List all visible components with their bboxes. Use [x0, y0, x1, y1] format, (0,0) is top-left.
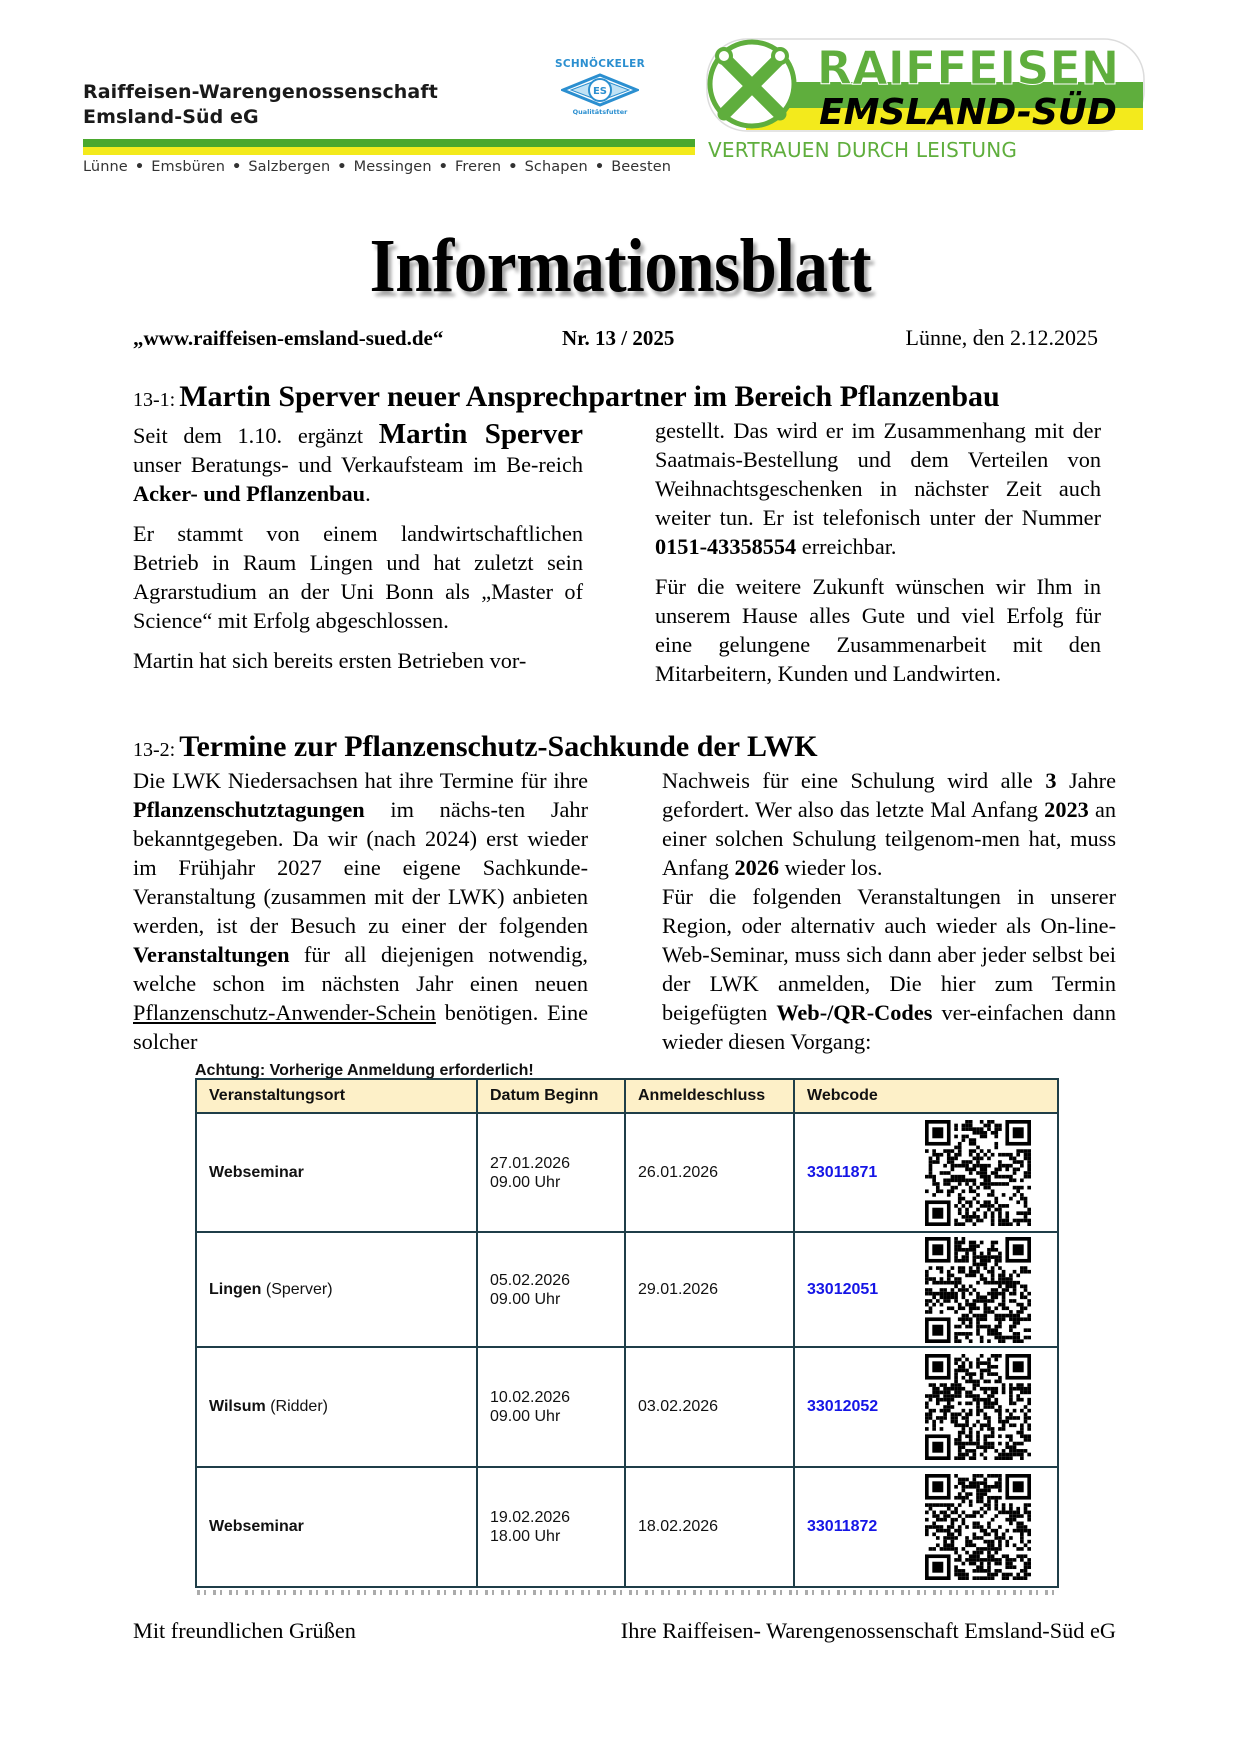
cell-location — [196, 1232, 477, 1347]
bullet-separator: • — [594, 159, 605, 175]
document-title: Informationsblatt — [369, 224, 872, 308]
section-heading — [133, 730, 818, 764]
text: erreichbar. — [796, 534, 897, 559]
bullet-separator: • — [134, 159, 145, 175]
issue-number: Nr. 13 / 2025 — [562, 326, 675, 350]
cell-deadline: 29.01.2026 — [625, 1232, 794, 1347]
events-table — [195, 1078, 1059, 1588]
bullet-separator: • — [508, 159, 518, 175]
section-title: Termine zur Pflanzenschutz-Sachkunde der LWK — [179, 730, 818, 763]
cell-date — [477, 1347, 625, 1467]
section-title: Martin Sperver neuer Ansprechpartner im Bereich Pflanzenbau — [179, 380, 1000, 413]
table-header-row — [196, 1079, 1058, 1113]
cropped-text-line — [197, 1590, 1057, 1595]
section-1-left-column — [133, 420, 583, 675]
slogan: VERTRAUEN DURCH LEISTUNG — [708, 138, 1018, 162]
table-row — [196, 1113, 1058, 1232]
start-date: 27.01.2026 — [490, 1154, 571, 1172]
start-date: 10.02.2026 — [490, 1389, 571, 1406]
emblem-letters: ES — [592, 86, 608, 97]
location: Emsbüren — [151, 159, 225, 175]
table-row — [196, 1347, 1058, 1467]
paragraph: Für die weitere Zukunft wünschen wir Ihm in unserem Hause alles Gute und viel Erfolg für eine gelungene Zusammenarbeit mit den Mitarbeitern, Kunden und Landwirten. — [655, 574, 1101, 686]
webcode-link[interactable]: 33012052 — [807, 1398, 879, 1415]
qr-code-icon[interactable] — [925, 1474, 1031, 1580]
webcode-link[interactable]: 33012051 — [807, 1280, 879, 1298]
cell-deadline: 26.01.2026 — [625, 1113, 794, 1232]
start-date: 05.02.2026 — [490, 1271, 571, 1289]
logo-emsland-sued-text: EMSLAND-SÜD — [819, 92, 1117, 132]
paragraph — [133, 420, 583, 508]
location: Beesten — [611, 159, 672, 175]
cell-webcode — [794, 1113, 1058, 1232]
qr-code-icon[interactable] — [925, 1237, 1031, 1343]
qr-code-icon[interactable] — [925, 1354, 1031, 1460]
text: gestellt. Das wird er im Zusammenhang mit der Saatmais-Bestellung und dem Verteilen von Weihnachtsgeschenken in nächster Zeit auch weiter tun. Er ist telefonisch unter der Nummer — [655, 418, 1101, 530]
paragraph — [662, 766, 1116, 882]
paragraph: Martin hat sich bereits ersten Betrieben vor- — [133, 648, 527, 673]
cell-location — [196, 1113, 477, 1232]
text: ver-einfachen dann wieder diesen Vorgang: — [662, 1000, 1116, 1054]
bold-text: 2023 — [1044, 797, 1089, 822]
start-time: 18.00 Uhr — [490, 1528, 561, 1545]
column-header-webcode: Webcode — [794, 1079, 1058, 1113]
raiffeisen-logo — [706, 38, 1146, 132]
text: wieder los. — [779, 855, 883, 880]
bold-text: Acker- und Pflanzenbau — [133, 481, 366, 506]
text: unser Beratungs- und Verkaufsteam im Be-reich — [133, 452, 583, 477]
phone-number: 0151-43358554 — [655, 534, 797, 559]
paragraph — [655, 416, 1101, 561]
location-name: Lingen — [209, 1280, 262, 1298]
location-name: Webseminar — [209, 1163, 304, 1181]
text: benötigen. Eine solcher — [133, 1000, 588, 1054]
logo-raiffeisen-text: RAIFFEISEN — [816, 41, 1120, 95]
start-time: 09.00 Uhr — [490, 1173, 561, 1191]
bullet-separator: • — [232, 159, 242, 175]
bold-text: 3 — [1045, 768, 1057, 793]
text: Für die folgenden Veranstaltungen in unserer Region, oder alternativ auch wieder als On-line-Web-Seminar, muss sich dann aber jeder selbst bei der LWK anmelden, Die hier zum Termin beigefügten — [662, 884, 1116, 1025]
start-time: 09.00 Uhr — [490, 1290, 561, 1308]
table-row — [196, 1467, 1058, 1587]
bold-text: Veranstaltungen — [133, 942, 290, 967]
bullet-separator: • — [337, 159, 347, 175]
webcode-link[interactable]: 33011872 — [807, 1518, 878, 1535]
paragraph: Er stammt von einem landwirtschaftlichen Betrieb in Raum Lingen und hat zuletzt sein Agrarstudium an der Uni Bonn als „Master of Science“ mit Erfolg abgeschlossen. — [133, 521, 583, 633]
signature: Ihre Raiffeisen- Warengenossenschaft Emsland-Süd eG — [620, 1618, 1116, 1643]
section-1-right-column — [655, 416, 1101, 688]
qr-code-icon[interactable] — [925, 1120, 1031, 1226]
bold-text: Pflanzenschutztagungen — [133, 797, 365, 822]
cell-location — [196, 1347, 477, 1467]
company-name-line2: Emsland-Süd eG — [83, 106, 259, 128]
cell-date — [477, 1232, 625, 1347]
person-name: Martin Sperver — [378, 418, 583, 450]
text: Die LWK Niedersachsen hat ihre Termine für ihre — [133, 768, 588, 793]
text: an einer solchen Schulung teilgenom-men hat, muss Anfang — [662, 797, 1116, 880]
contact-person: (Ridder) — [265, 1398, 328, 1415]
column-header-location: Veranstaltungsort — [196, 1079, 477, 1113]
website-link[interactable]: „www.raiffeisen-emsland-sued.de“ — [133, 326, 444, 350]
underlined-text: Pflanzenschutz-Anwender-Schein — [133, 1000, 436, 1025]
location: Lünne — [83, 159, 128, 175]
cell-webcode — [794, 1347, 1058, 1467]
company-name — [83, 80, 438, 130]
cell-location — [196, 1467, 477, 1587]
text: . — [365, 481, 371, 506]
location: Schapen — [524, 159, 588, 175]
table-row — [196, 1232, 1058, 1347]
bold-text: 2026 — [734, 855, 780, 880]
section-heading — [133, 380, 1000, 414]
location: Messingen — [353, 159, 432, 175]
text: für all diejenigen notwendig, welche schon im nächsten Jahr einen neuen — [133, 942, 588, 996]
bold-text: Web-/QR-Codes — [776, 1000, 933, 1025]
cell-date — [477, 1113, 625, 1232]
text: im nächs-ten Jahr bekanntgegeben. Da wir (nach 2024) erst wieder im Frühjahr 2027 eine eigene Sachkunde-Veranstaltung (zusammen mit der LWK) anbieten werden, ist der Besuch zu einer der folgenden — [133, 797, 588, 938]
partner-logo — [548, 58, 652, 128]
cell-date — [477, 1467, 625, 1587]
text: Seit dem 1.10. ergänzt — [133, 423, 379, 448]
section-2-right-column — [662, 766, 1116, 1056]
table-caption: Achtung: Vorherige Anmeldung erforderlich! — [195, 1062, 534, 1079]
diamond-emblem-icon — [561, 73, 639, 107]
branch-locations — [83, 159, 671, 175]
location: Salzbergen — [248, 159, 331, 175]
start-date: 19.02.2026 — [490, 1509, 571, 1526]
contact-person: (Sperver) — [261, 1280, 333, 1298]
bullet-separator: • — [438, 159, 448, 175]
place-date: Lünne, den 2.12.2025 — [905, 325, 1098, 350]
column-header-deadline: Anmeldeschluss — [625, 1079, 794, 1113]
location: Freren — [455, 159, 502, 175]
text: Nachweis für eine Schulung wird alle — [662, 768, 1046, 793]
company-name-line1: Raiffeisen-Warengenossenschaft — [83, 81, 438, 103]
header-bar-yellow — [83, 147, 695, 155]
section-number: 13-1: — [133, 389, 176, 411]
section-number: 13-2: — [133, 739, 176, 761]
location-name: Wilsum — [209, 1398, 266, 1415]
header-bar-green — [83, 139, 695, 147]
partner-logo-brand: SCHNÖCKELER — [554, 58, 646, 70]
column-header-date: Datum Beginn — [477, 1079, 625, 1113]
location-name: Webseminar — [209, 1518, 304, 1535]
section-2-left-column — [133, 766, 588, 1056]
webcode-link[interactable]: 33011871 — [807, 1163, 878, 1181]
paragraph — [133, 766, 588, 1056]
start-time: 09.00 Uhr — [490, 1408, 561, 1425]
partner-logo-sub: Qualitätsfutter — [572, 108, 628, 116]
paragraph — [662, 882, 1116, 1056]
cell-deadline: 18.02.2026 — [625, 1467, 794, 1587]
cell-webcode — [794, 1232, 1058, 1347]
cell-deadline: 03.02.2026 — [625, 1347, 794, 1467]
closing-greeting: Mit freundlichen Grüßen — [133, 1618, 356, 1643]
text: Jahre gefordert. Wer also das letzte Mal Anfang — [662, 768, 1117, 822]
cell-webcode — [794, 1467, 1058, 1587]
